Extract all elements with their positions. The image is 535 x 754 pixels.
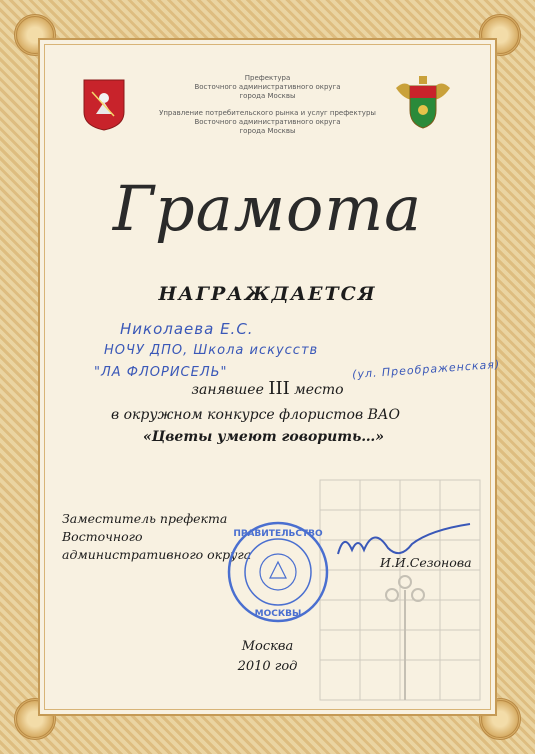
- department-line: Управление потребительского рынка и услуг префектуры: [159, 109, 376, 117]
- issue-city: Москва: [241, 639, 294, 654]
- department-line: города Москвы: [239, 127, 296, 135]
- official-stamp: [226, 520, 330, 624]
- certificate-title: Грамота: [112, 172, 423, 245]
- issue-place-date: [0, 637, 535, 677]
- issuer-header: [150, 74, 385, 136]
- signatory-title: [62, 510, 251, 564]
- moscow-coat-of-arms-icon: [82, 78, 126, 132]
- stamp-bottom-text: МОСКВЫ: [254, 609, 302, 619]
- stamp-top-text: ПРАВИТЕЛЬСТВО: [233, 529, 323, 539]
- prefecture-line: города Москвы: [239, 92, 296, 100]
- contest-line: в окружном конкурсе флористов ВАО: [111, 407, 400, 423]
- recipient-organization: НОЧУ ДПО, Школа искусств: [104, 343, 319, 358]
- awarded-heading: НАГРАЖДАЕТСЯ: [158, 283, 377, 305]
- recipient-address-note: (ул. Преображенская): [351, 357, 501, 382]
- signatory-line: Заместитель префекта: [62, 511, 228, 526]
- place-suffix: место: [294, 382, 344, 398]
- signatory-line: Восточного: [62, 529, 143, 544]
- recipient-school: "ЛА ФЛОРИСЕЛЬ": [94, 365, 228, 380]
- place-line: [0, 378, 535, 399]
- place-prefix: занявшее: [191, 382, 264, 398]
- prefecture-line: Префектура: [244, 74, 291, 82]
- recipient-name: Николаева Е.С.: [120, 320, 254, 338]
- issue-year: 2010 год: [237, 659, 298, 674]
- signatory-line: административного округа: [62, 547, 252, 562]
- place-number: III: [268, 378, 290, 399]
- contest-name: «Цветы умеют говорить…»: [142, 429, 385, 445]
- district-coat-of-arms-icon: [392, 74, 454, 132]
- department-line: Восточного административного округа: [194, 118, 341, 126]
- prefecture-line: Восточного административного округа: [194, 83, 341, 91]
- signatory-name: И.И.Сезонова: [380, 555, 472, 570]
